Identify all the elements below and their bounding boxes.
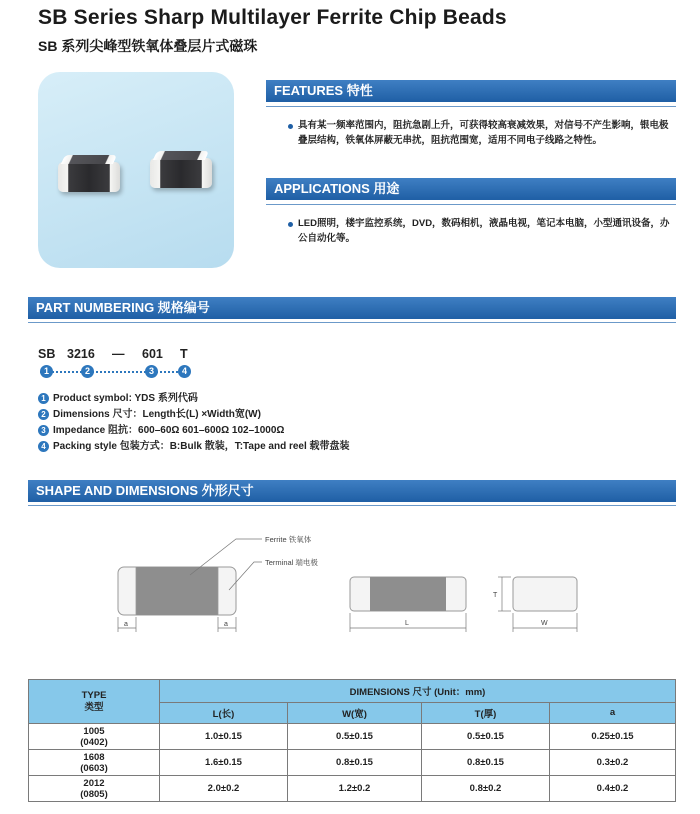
- legend-text-4: Packing style 包装方式：B:Bulk 散装，T:Tape and reel 载带盘装: [53, 441, 350, 452]
- part-code-prefix: SB: [38, 347, 56, 361]
- legend-marker-3: 3: [38, 425, 49, 436]
- part-marker-1: 1: [40, 365, 53, 378]
- chip-drawing-side: [498, 577, 577, 632]
- chip-bead-image-left: [58, 162, 120, 192]
- part-marker-3: 3: [145, 365, 158, 378]
- cell-a: 0.4±0.2: [550, 776, 676, 802]
- part-code-dash: —: [112, 347, 125, 361]
- label-ferrite: Ferrite 铁氧体: [265, 535, 312, 544]
- legend-marker-2: 2: [38, 409, 49, 420]
- cell-W: 0.5±0.15: [288, 724, 422, 750]
- cell-W: 1.2±0.2: [288, 776, 422, 802]
- part-legend-item: [38, 392, 198, 407]
- type-header-en: TYPE: [81, 689, 107, 701]
- shape-dimensions-heading: SHAPE AND DIMENSIONS 外形尺寸: [28, 480, 676, 502]
- part-numbering-heading: PART NUMBERING 规格编号: [28, 297, 676, 319]
- cell-a: 0.25±0.15: [550, 724, 676, 750]
- legend-text-1: Product symbol: YDS 系列代码: [53, 393, 198, 404]
- dim-label-a-right: a: [224, 621, 228, 628]
- part-code-packing: T: [180, 347, 188, 361]
- legend-marker-1: 1: [38, 393, 49, 404]
- applications-heading: APPLICATIONS 用途: [266, 178, 676, 200]
- label-terminal: Terminal 端电极: [265, 558, 318, 567]
- part-legend-item: [38, 408, 261, 423]
- chip-drawing-front: [118, 539, 262, 632]
- cell-T: 0.8±0.2: [422, 776, 550, 802]
- features-heading: FEATURES 特性: [266, 80, 676, 102]
- part-marker-2: 2: [81, 365, 94, 378]
- type-cell: [29, 724, 160, 750]
- type-code-imperial: (0805): [80, 788, 108, 800]
- page-subtitle: SB 系列尖峰型铁氧体叠层片式磁珠: [38, 38, 258, 54]
- column-header-a: a: [550, 702, 676, 724]
- applications-bullet-icon: [288, 222, 293, 227]
- page-title: SB Series Sharp Multilayer Ferrite Chip Beads: [38, 6, 507, 29]
- dim-label-T: T: [493, 592, 498, 599]
- column-header-T: T(厚): [422, 702, 550, 724]
- type-code: 1005: [83, 725, 105, 737]
- type-code: 2012: [83, 777, 105, 789]
- features-divider: [266, 106, 676, 107]
- legend-text-2: Dimensions 尺寸：Length长(L) ×Width宽(W): [53, 409, 261, 420]
- cell-L: 1.0±0.15: [160, 724, 288, 750]
- type-code-imperial: (0402): [80, 736, 108, 748]
- applications-divider: [266, 204, 676, 205]
- type-cell: [29, 776, 160, 802]
- cell-T: 0.5±0.15: [422, 724, 550, 750]
- part-code-dimensions: 3216: [67, 347, 95, 361]
- column-header-W: W(宽): [288, 702, 422, 724]
- type-cell: [29, 750, 160, 776]
- cell-L: 2.0±0.2: [160, 776, 288, 802]
- applications-text: LED照明，楼宇监控系统，DVD，数码相机，液晶电视，笔记本电脑，小型通讯设备，办公自动化等。: [298, 218, 670, 244]
- cell-W: 0.8±0.15: [288, 750, 422, 776]
- part-marker-4: 4: [178, 365, 191, 378]
- type-header-cn: 类型: [84, 701, 104, 713]
- dimension-drawing: [0, 520, 700, 650]
- dim-label-W: W: [541, 620, 548, 627]
- part-code-impedance: 601: [142, 347, 163, 361]
- table-row: [29, 724, 676, 750]
- cell-T: 0.8±0.15: [422, 750, 550, 776]
- dimensions-header: DIMENSIONS 尺寸 (Unit：mm): [160, 680, 676, 703]
- type-code-imperial: (0603): [80, 762, 108, 774]
- part-legend-item: [38, 424, 284, 439]
- product-photo: [38, 72, 234, 268]
- part-marker-connector: [40, 371, 190, 373]
- features-bullet-icon: [288, 124, 293, 129]
- dim-label-a-left: a: [124, 621, 128, 628]
- shape-dimensions-divider: [28, 505, 676, 506]
- table-row: [29, 750, 676, 776]
- chip-bead-image-right: [150, 158, 212, 188]
- type-code: 1608: [83, 751, 105, 763]
- type-header: [29, 680, 160, 724]
- part-legend-item: [38, 440, 350, 455]
- column-header-L: L(长): [160, 702, 288, 724]
- legend-text-3: Impedance 阻抗：600–60Ω 601–600Ω 102–1000Ω: [53, 425, 285, 436]
- part-numbering-divider: [28, 322, 676, 323]
- dim-label-L: L: [405, 620, 409, 627]
- table-row: [29, 776, 676, 802]
- cell-L: 1.6±0.15: [160, 750, 288, 776]
- features-text: 具有某一频率范围内，阻抗急剧上升，可获得较高衰减效果，对信号不产生影响，银电极叠层结构，铁氧体屏蔽无串扰，阻抗范围宽，适用不同电子线路之特性。: [298, 120, 669, 146]
- dimensions-table: [28, 679, 676, 802]
- legend-marker-4: 4: [38, 441, 49, 452]
- cell-a: 0.3±0.2: [550, 750, 676, 776]
